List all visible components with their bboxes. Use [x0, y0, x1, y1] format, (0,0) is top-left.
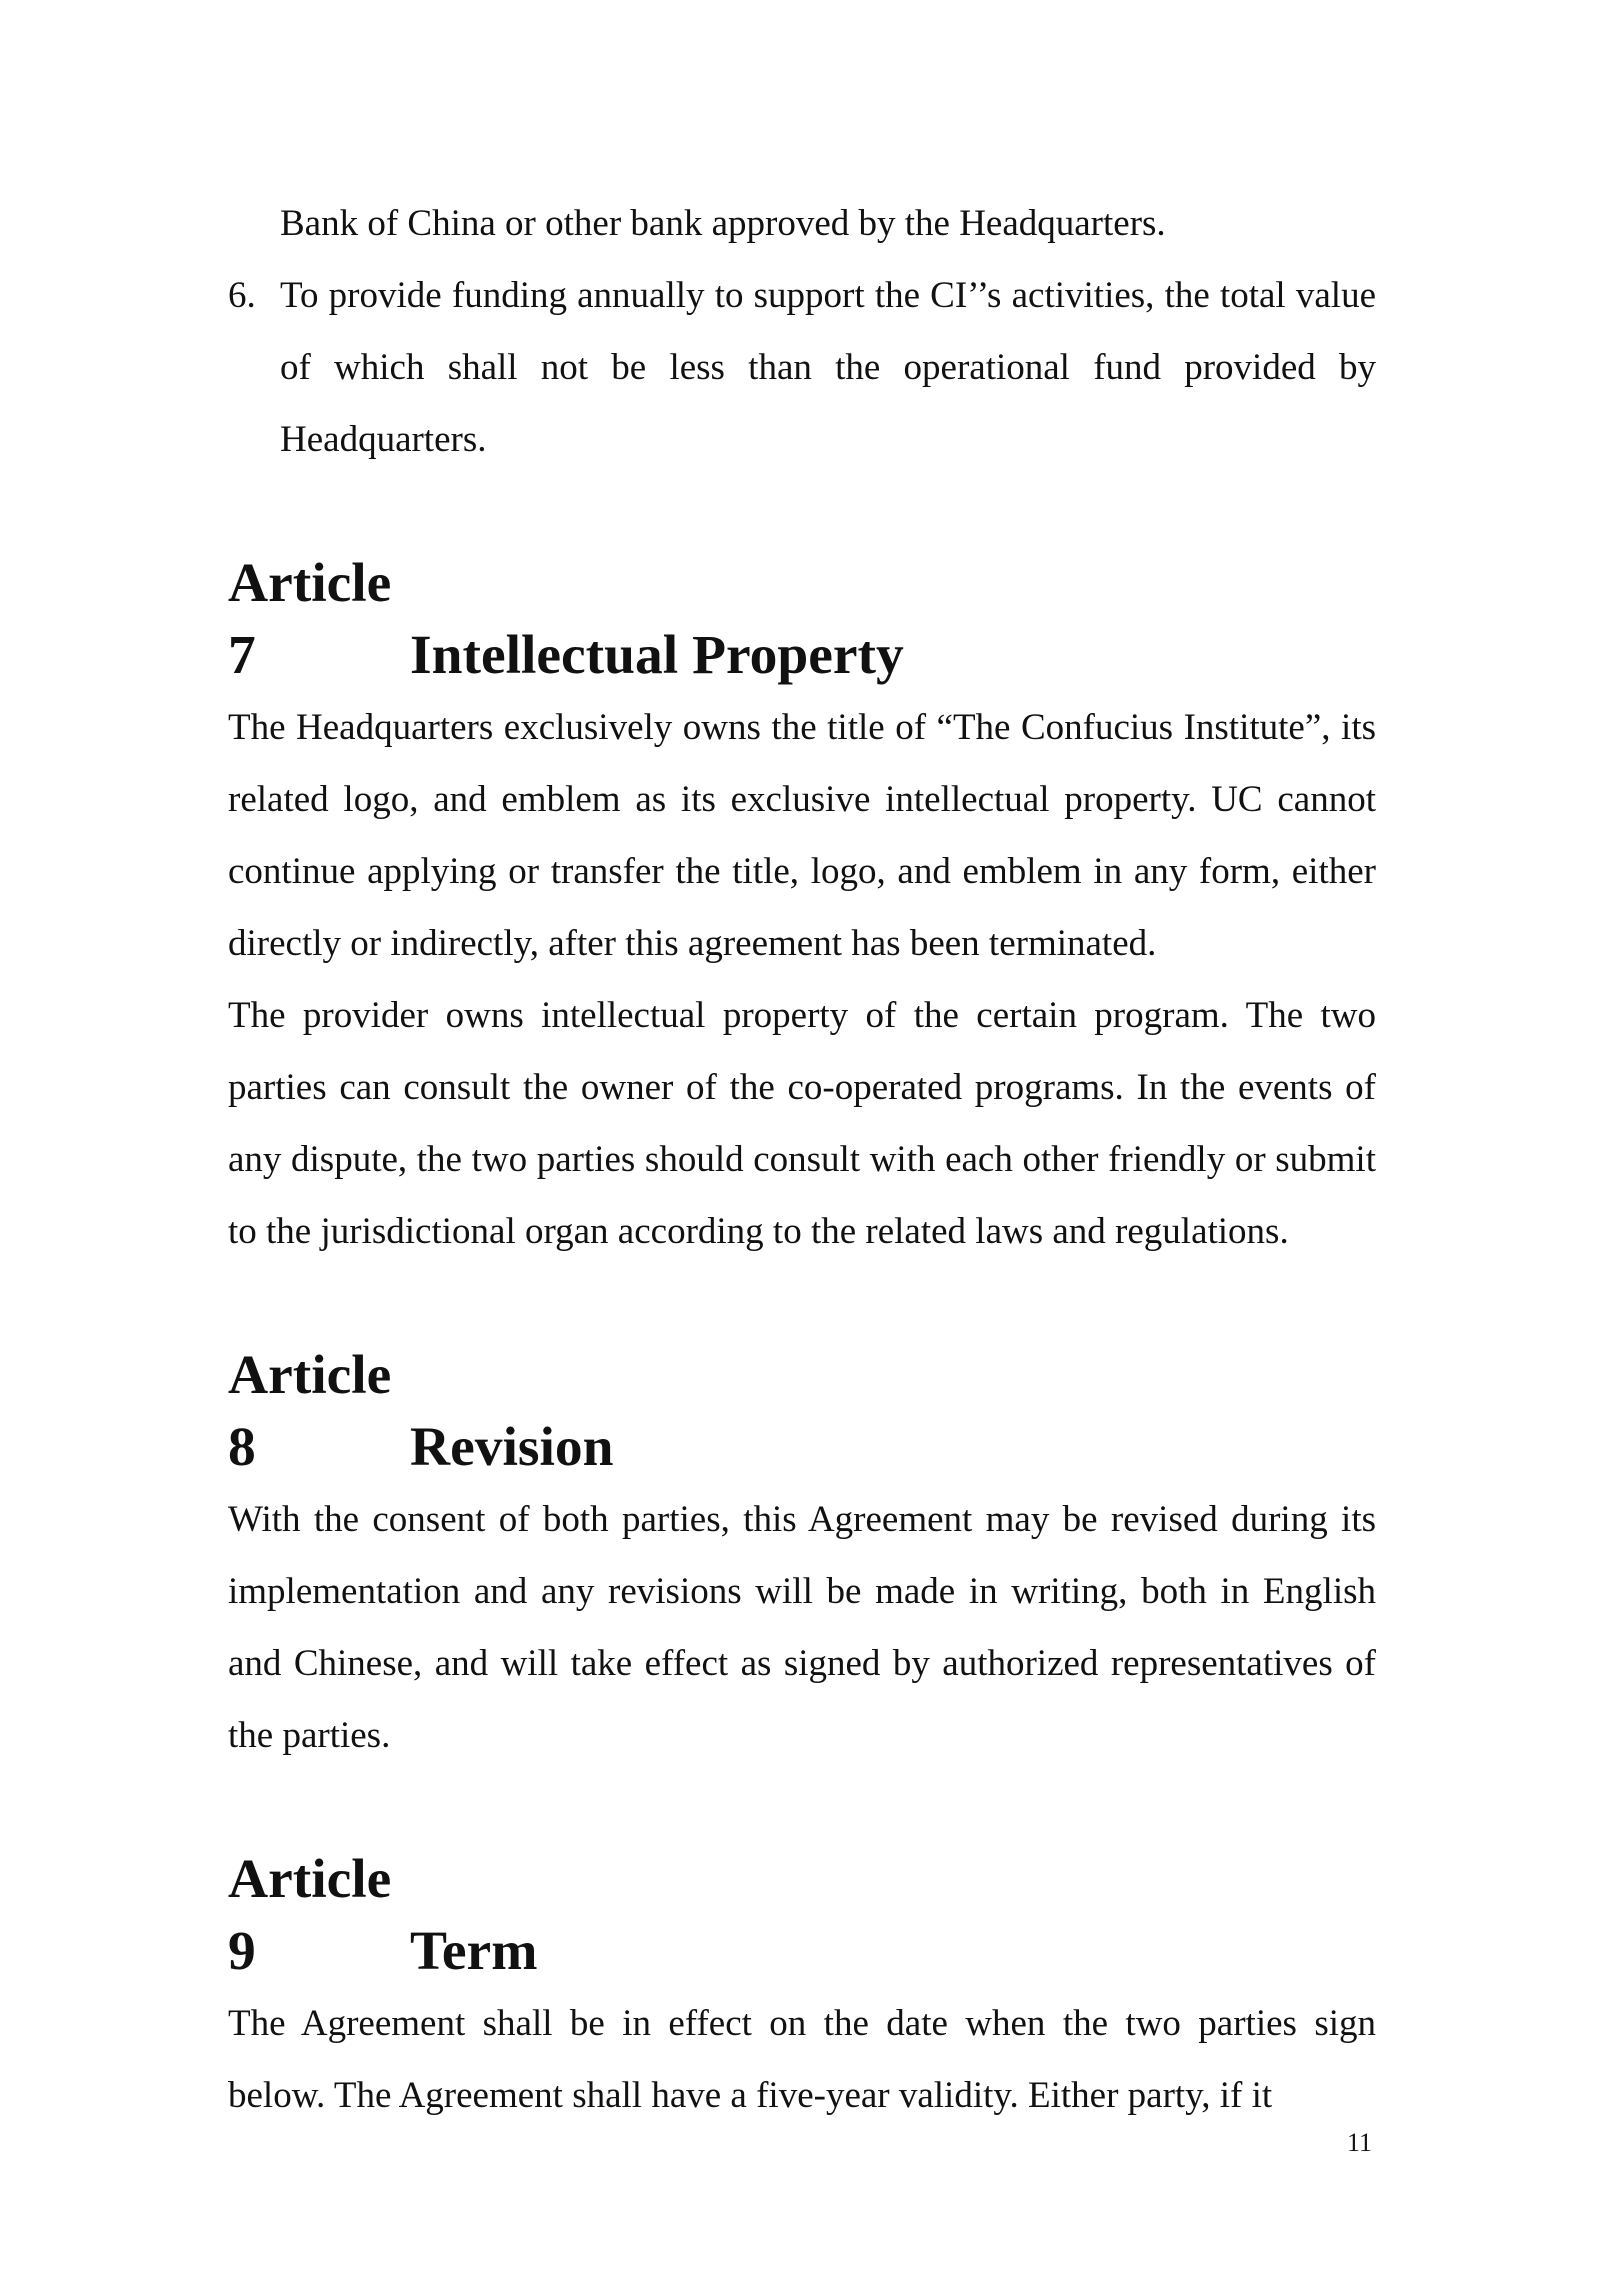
article-paragraph: With the consent of both parties, this Agreement may be revised during its implementation and any revisions will be made in writing, both in English and Chinese, and will take effect as signed by authorized representatives of the parties.: [228, 1499, 1376, 1756]
article-number: Article 7: [228, 553, 392, 686]
article-8: [228, 1340, 1376, 1772]
article-title: Intellectual Property: [410, 625, 904, 686]
article-heading: [228, 548, 1376, 692]
list-item-text: To provide funding annually to support the CI’’s activities, the total value of which shall not be less than the operational fund provided by Headquarters.: [280, 275, 1376, 460]
article-9: [228, 1844, 1376, 2132]
article-7: [228, 548, 1376, 1268]
article-paragraph: The provider owns intellectual property of the certain program. The two parties can consult the owner of the co-operated programs. In the events of any dispute, the two parties should consult with each other friendly or submit to the jurisdictional organ according to the related laws and regulations.: [228, 995, 1376, 1252]
article-title: Term: [410, 1921, 538, 1982]
page-content: [228, 188, 1376, 2132]
list-item-number: 6.: [228, 275, 256, 316]
continuation-text: Bank of China or other bank approved by the Headquarters.: [280, 203, 1166, 244]
article-number: Article 8: [228, 1345, 392, 1478]
article-title: Revision: [410, 1417, 614, 1478]
article-heading: [228, 1340, 1376, 1484]
article-paragraph: The Headquarters exclusively owns the title of “The Confucius Institute”, its related logo, and emblem as its exclusive intellectual property. UC cannot continue applying or transfer the title, logo, and emblem in any form, either directly or indirectly, after this agreement has been terminated.: [228, 707, 1376, 964]
article-heading: [228, 1844, 1376, 1988]
page-number: 11: [1346, 2128, 1372, 2157]
article-number: Article 9: [228, 1849, 392, 1982]
article-paragraph: The Agreement shall be in effect on the date when the two parties sign below. The Agreement shall have a five-year validity. Either party, if it: [228, 2003, 1376, 2116]
list-item-6: [228, 260, 1376, 476]
